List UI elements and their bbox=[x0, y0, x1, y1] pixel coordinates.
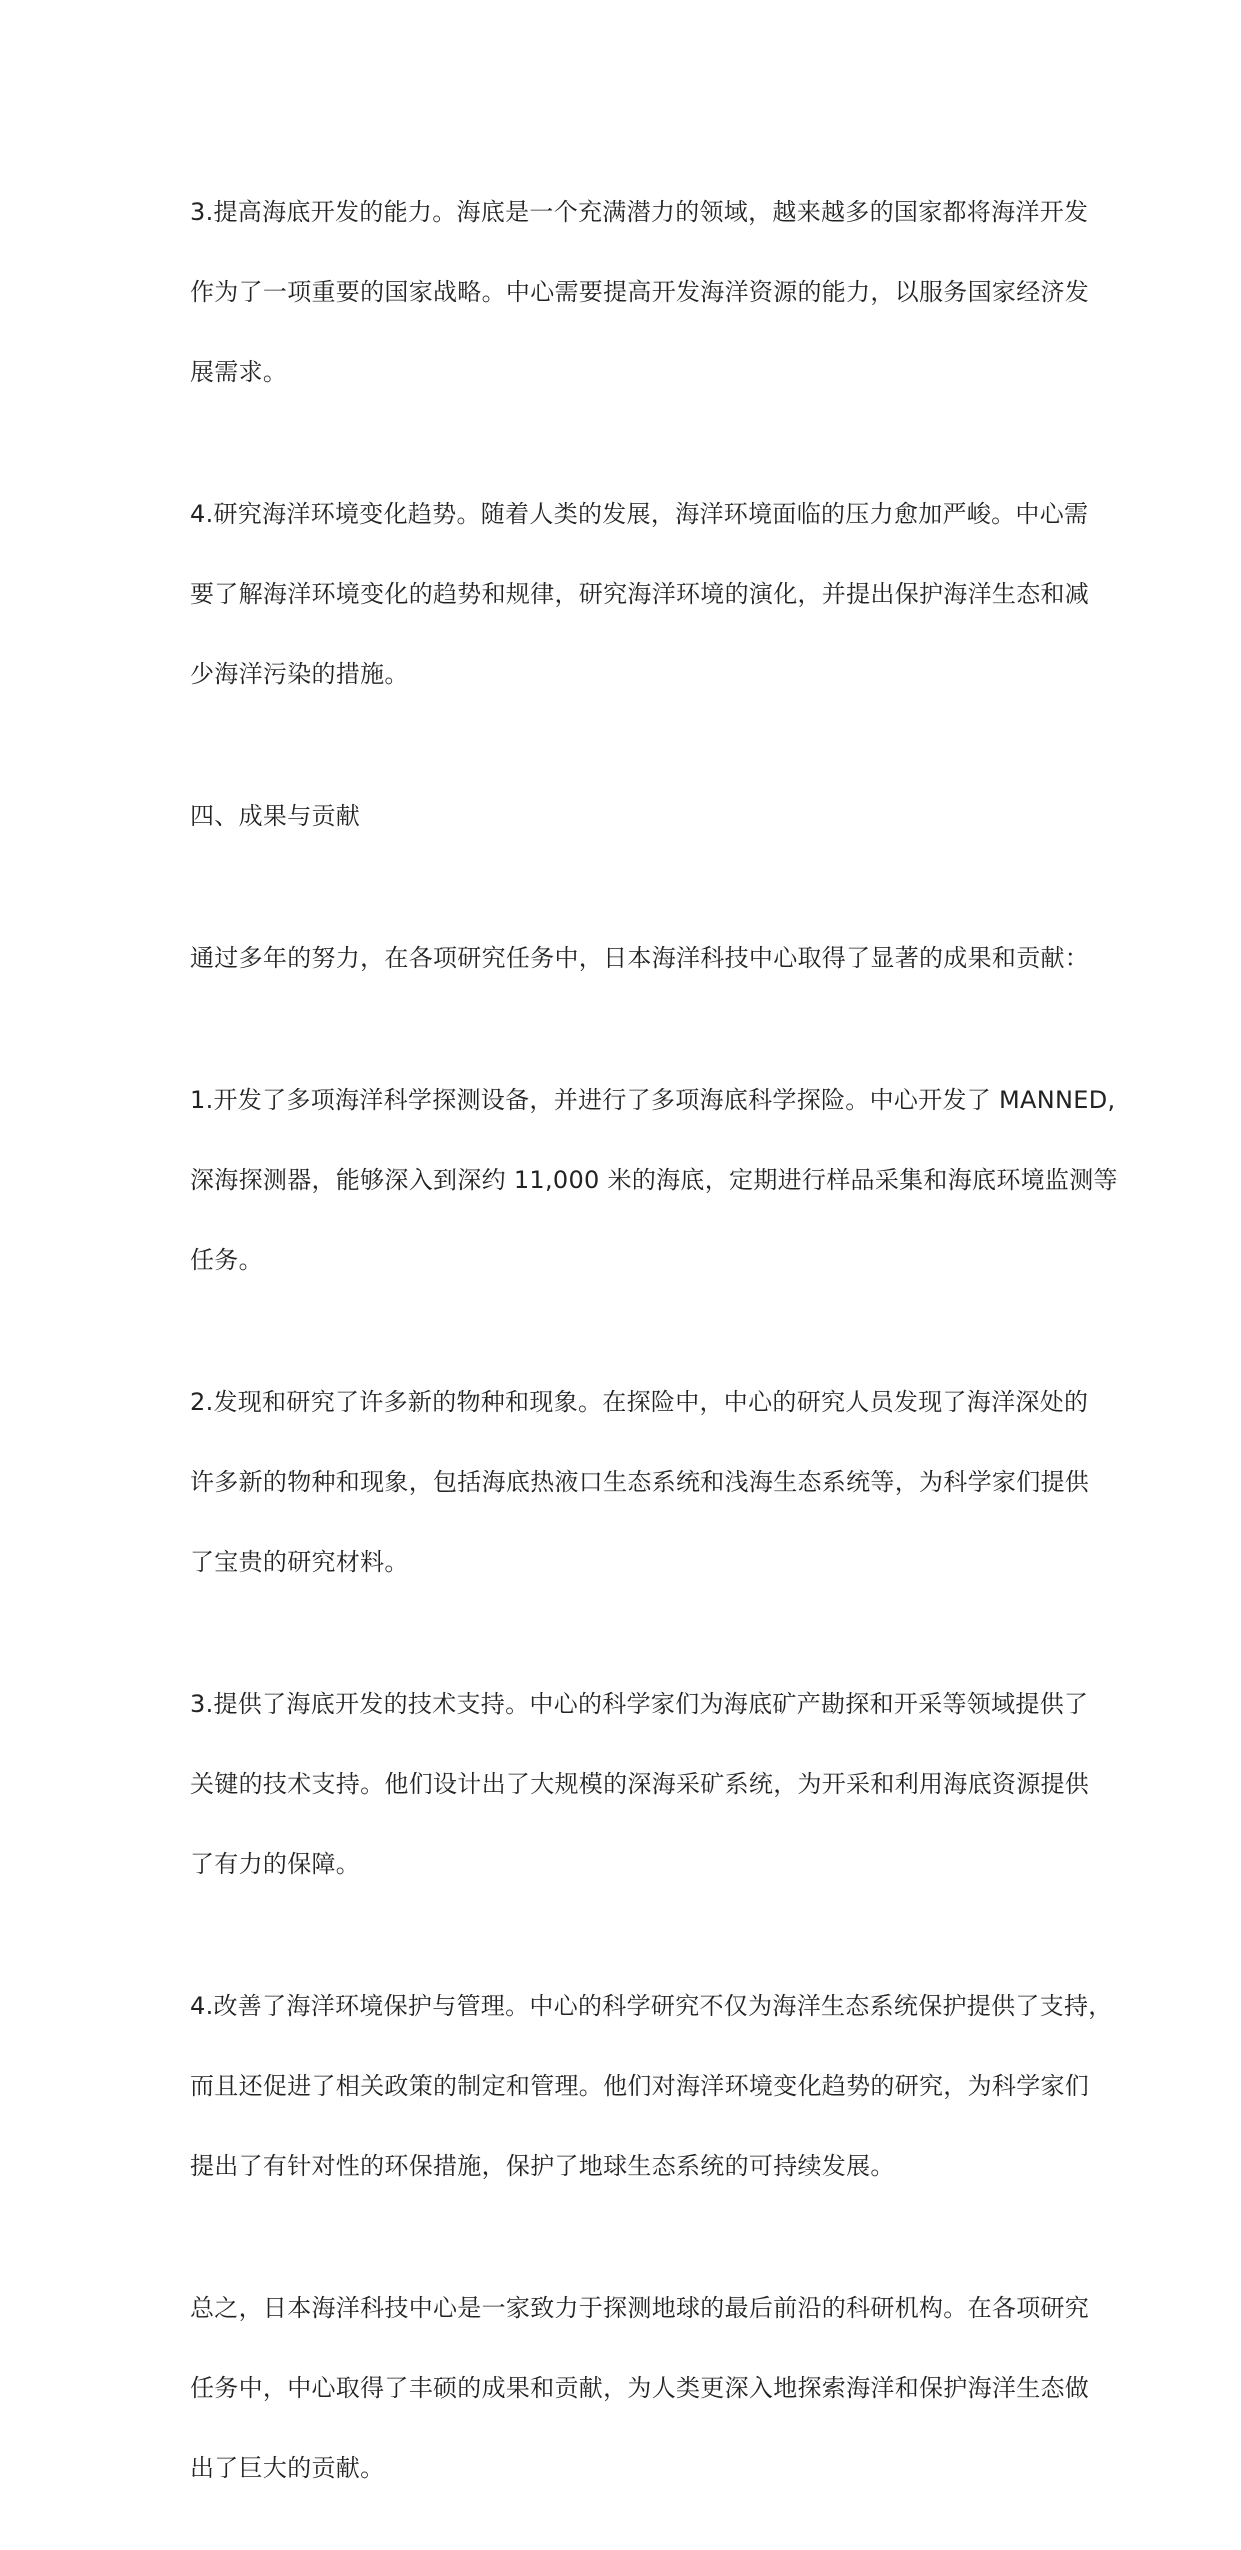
section-intro-paragraph bbox=[190, 898, 1090, 1018]
text-line: 要了解海洋环境变化的趋势和规律，研究海洋环境的演化，并提出保护海洋生态和减 bbox=[190, 580, 1090, 608]
text-line: 展需求。 bbox=[190, 358, 288, 386]
text-line: 出了巨大的贡献。 bbox=[190, 2454, 385, 2482]
paragraph-item-3-capability bbox=[190, 152, 1090, 432]
text-line: 2.发现和研究了许多新的物种和现象。在探险中，中心的研究人员发现了海洋深处的 bbox=[190, 1388, 1089, 1416]
text-line: 关键的技术支持。他们设计出了大规模的深海采矿系统，为开采和利用海底资源提供 bbox=[190, 1770, 1090, 1798]
text-line: 作为了一项重要的国家战略。中心需要提高开发海洋资源的能力，以服务国家经济发 bbox=[190, 278, 1090, 306]
text-line: 了有力的保障。 bbox=[190, 1850, 361, 1878]
text-line: 1.开发了多项海洋科学探测设备，并进行了多项海底科学探险。中心开发了 MANNED, bbox=[190, 1086, 1116, 1114]
text-line: 4.研究海洋环境变化趋势。随着人类的发展，海洋环境面临的压力愈加严峻。中心需 bbox=[190, 500, 1089, 528]
paragraph-achievement-3 bbox=[190, 1644, 1090, 1924]
text-line: 了宝贵的研究材料。 bbox=[190, 1548, 409, 1576]
paragraph-achievement-2 bbox=[190, 1342, 1090, 1622]
text-line: 通过多年的努力，在各项研究任务中，日本海洋科技中心取得了显著的成果和贡献： bbox=[190, 944, 1090, 972]
text-line: 任务中，中心取得了丰硕的成果和贡献，为人类更深入地探索海洋和保护海洋生态做 bbox=[190, 2374, 1090, 2402]
paragraph-achievement-4 bbox=[190, 1946, 1113, 2226]
text-line: 提出了有针对性的环保措施，保护了地球生态系统的可持续发展。 bbox=[190, 2152, 895, 2180]
text-line: 而且还促进了相关政策的制定和管理。他们对海洋环境变化趋势的研究，为科学家们 bbox=[190, 2072, 1090, 2100]
paragraph-achievement-1 bbox=[190, 1040, 1118, 1320]
document-body bbox=[190, 152, 1118, 2550]
conclusion-paragraph bbox=[190, 2248, 1090, 2528]
paragraph-item-4-environment-trends bbox=[190, 454, 1090, 734]
text-line: 总之，日本海洋科技中心是一家致力于探测地球的最后前沿的科研机构。在各项研究 bbox=[190, 2294, 1090, 2322]
text-line: 3.提供了海底开发的技术支持。中心的科学家们为海底矿产勘探和开采等领域提供了 bbox=[190, 1690, 1089, 1718]
text-line: 3.提高海底开发的能力。海底是一个充满潜力的领域，越来越多的国家都将海洋开发 bbox=[190, 198, 1089, 226]
text-line: 4.改善了海洋环境保护与管理。中心的科学研究不仅为海洋生态系统保护提供了支持， bbox=[190, 1992, 1113, 2020]
section-heading-text: 四、成果与贡献 bbox=[190, 802, 361, 830]
section-heading bbox=[190, 756, 1090, 876]
text-line: 少海洋污染的措施。 bbox=[190, 660, 409, 688]
text-line: 深海探测器，能够深入到深约 11,000 米的海底，定期进行样品采集和海底环境监测等 bbox=[190, 1166, 1118, 1194]
text-line: 任务。 bbox=[190, 1246, 263, 1274]
text-line: 许多新的物种和现象，包括海底热液口生态系统和浅海生态系统等，为科学家们提供 bbox=[190, 1468, 1090, 1496]
